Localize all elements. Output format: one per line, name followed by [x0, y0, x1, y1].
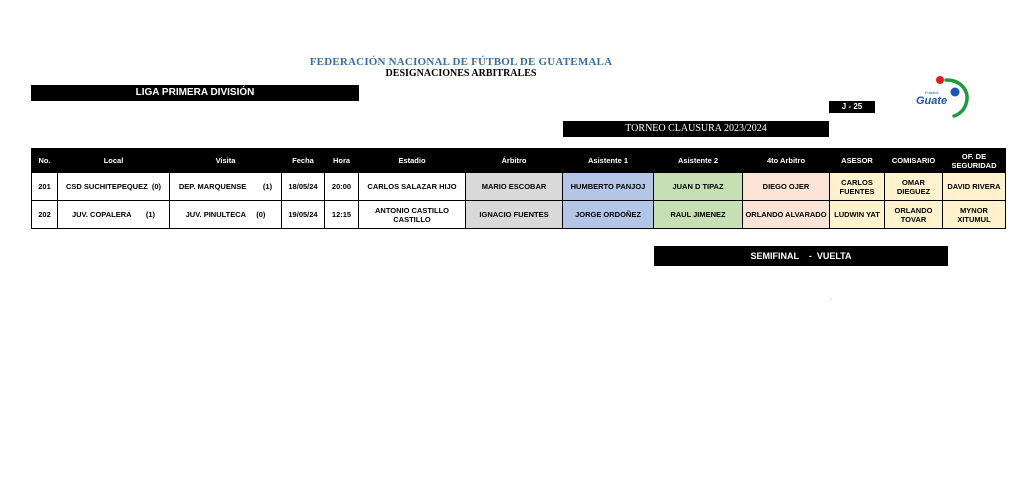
cell-no: 202 [32, 201, 58, 229]
table-header-row [32, 149, 1006, 173]
cell-visita: DEP. MARQUENSE (1) [170, 173, 282, 201]
col-header-arbitro: Árbitro [466, 149, 563, 173]
cell-seguridad: DAVID RIVERA [943, 173, 1006, 201]
cell-local: CSD SUCHITEPEQUEZ (0) [58, 173, 170, 201]
table-row [32, 173, 1006, 201]
cell-seguridad: MYNOR XITUMUL [943, 201, 1006, 229]
jornada-badge: J - 25 [829, 101, 875, 113]
col-header-no: No. [32, 149, 58, 173]
guate-logo [912, 74, 974, 118]
cell-estadio: ANTONIO CASTILLO CASTILLO [359, 201, 466, 229]
col-header-comisario: COMISARIO [885, 149, 943, 173]
cell-visita: JUV. PINULTECA (0) [170, 201, 282, 229]
cell-arbitro: IGNACIO FUENTES [466, 201, 563, 229]
col-header-estadio: Estadio [359, 149, 466, 173]
cell-no: 201 [32, 173, 58, 201]
cell-hora: 20:00 [325, 173, 359, 201]
cell-comisario: OMAR DIEGUEZ [885, 173, 943, 201]
cell-asistente1: HUMBERTO PANJOJ [563, 173, 654, 201]
cell-asistente2: RAUL JIMENEZ [654, 201, 743, 229]
league-banner: LIGA PRIMERA DIVISIÓN [31, 85, 359, 101]
col-header-seguridad: OF. DE SEGURIDAD [943, 149, 1006, 173]
cell-hora: 12:15 [325, 201, 359, 229]
logo-text: Guate [916, 95, 948, 107]
cell-asesor: LUDWIN YAT [830, 201, 885, 229]
col-header-visita: Visita [170, 149, 282, 173]
cell-comisario: ORLANDO TOVAR [885, 201, 943, 229]
cell-cuarto: ORLANDO ALVARADO [743, 201, 830, 229]
cell-asistente1: JORGE ORDOÑEZ [563, 201, 654, 229]
designations-table [31, 148, 1006, 229]
phase-banner: SEMIFINAL - VUELTA [654, 246, 948, 266]
col-header-cuarto: 4to Arbitro [743, 149, 830, 173]
cell-arbitro: MARIO ESCOBAR [466, 173, 563, 201]
cell-asesor: CARLOS FUENTES [830, 173, 885, 201]
cell-cuarto: DIEGO OJER [743, 173, 830, 201]
logo-small-text: Futebol [925, 90, 939, 95]
designations-subtitle: DESIGNACIONES ARBITRALES [385, 68, 537, 79]
col-header-asistente2: Asistente 2 [654, 149, 743, 173]
cell-fecha: 18/05/24 [282, 173, 325, 201]
federation-title: FEDERACIÓN NACIONAL DE FÚTBOL DE GUATEMALA [309, 56, 613, 68]
cell-local: JUV. COPALERA (1) [58, 201, 170, 229]
col-header-hora: Hora [325, 149, 359, 173]
table-row [32, 201, 1006, 229]
col-header-fecha: Fecha [282, 149, 325, 173]
col-header-asesor: ASESOR [830, 149, 885, 173]
col-header-local: Local [58, 149, 170, 173]
cell-asistente2: JUAN D TIPAZ [654, 173, 743, 201]
stray-mark: · [830, 297, 832, 303]
col-header-asistente1: Asistente 1 [563, 149, 654, 173]
cell-estadio: CARLOS SALAZAR HIJO [359, 173, 466, 201]
cell-fecha: 19/05/24 [282, 201, 325, 229]
tournament-banner: TORNEO CLAUSURA 2023/2024 [563, 121, 829, 137]
